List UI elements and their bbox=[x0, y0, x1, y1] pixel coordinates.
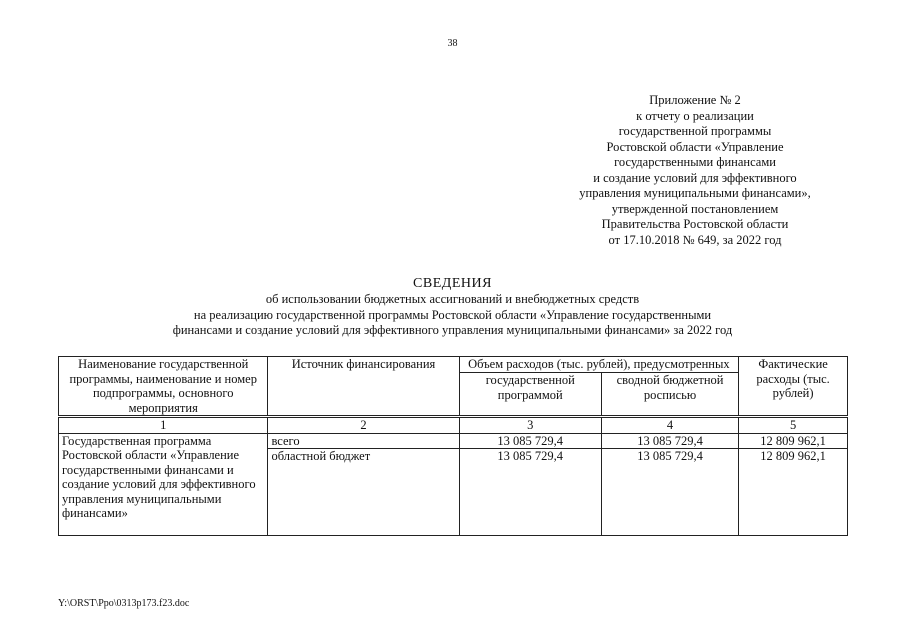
page-number: 38 bbox=[447, 38, 458, 49]
header-by-budget: сводной бюджетной росписью bbox=[601, 373, 738, 417]
appendix-block bbox=[545, 93, 845, 248]
file-path-footer: Y:\ORST\Ppo\0313p173.f23.doc bbox=[58, 598, 190, 609]
header-expense-volume: Объем расходов (тыс. рублей), предусмотренных bbox=[459, 357, 739, 373]
expenditure-table bbox=[58, 356, 848, 536]
appendix-line: от 17.10.2018 № 649, за 2022 год bbox=[608, 232, 782, 247]
amount-by-budget: 13 085 729,4 bbox=[601, 433, 738, 449]
header-funding-source: Источник финансирования bbox=[268, 357, 459, 417]
column-number: 5 bbox=[739, 417, 848, 434]
column-number: 4 bbox=[601, 417, 738, 434]
table-row bbox=[59, 433, 848, 449]
header-program-name: Наименование государственной программы, наименование и номер подпрограммы, основного мероприятия bbox=[59, 357, 268, 417]
amount-actual: 12 809 962,1 bbox=[739, 449, 848, 536]
header-by-program: государственной программой bbox=[459, 373, 601, 417]
appendix-line: утвержденной постановлением bbox=[611, 201, 779, 216]
amount-by-budget: 13 085 729,4 bbox=[601, 449, 738, 536]
amount-actual: 12 809 962,1 bbox=[739, 433, 848, 449]
document-subtitle-line: на реализацию государственной программы Ростовской области «Управление государственными bbox=[193, 307, 712, 322]
document-title: СВЕДЕНИЯ bbox=[413, 276, 492, 291]
document-title-block bbox=[0, 275, 905, 339]
column-number: 1 bbox=[59, 417, 268, 434]
appendix-line: государственными финансами bbox=[614, 155, 776, 169]
appendix-line: и создание условий для эффективного bbox=[593, 170, 797, 185]
column-number: 3 bbox=[459, 417, 601, 434]
appendix-line: государственной программы bbox=[618, 124, 772, 138]
appendix-line: Ростовской области «Управление bbox=[606, 139, 784, 154]
column-number: 2 bbox=[268, 417, 459, 434]
appendix-line: к отчету о реализации bbox=[636, 108, 754, 123]
funding-source-cell: областной бюджет bbox=[268, 449, 459, 536]
table-header-row bbox=[59, 357, 848, 373]
document-subtitle-line: финансами и создание условий для эффективного управления муниципальными финансами» за 2022 год bbox=[172, 323, 733, 337]
amount-by-program: 13 085 729,4 bbox=[459, 433, 601, 449]
program-name-cell: Государственная программа Ростовской области «Управление государственными финансами и создание условий для эффективного управления муниципальными финансами» bbox=[59, 433, 268, 536]
appendix-line: Приложение № 2 bbox=[649, 93, 741, 107]
appendix-line: Правительства Ростовской области bbox=[601, 217, 789, 231]
amount-by-program: 13 085 729,4 bbox=[459, 449, 601, 536]
appendix-line: управления муниципальными финансами», bbox=[579, 186, 811, 200]
document-subtitle-line: об использовании бюджетных ассигнований и внебюджетных средств bbox=[265, 292, 640, 306]
header-actual-expenses: Фактические расходы (тыс. рублей) bbox=[739, 357, 848, 417]
column-number-row bbox=[59, 417, 848, 434]
funding-source-cell: всего bbox=[268, 433, 459, 449]
